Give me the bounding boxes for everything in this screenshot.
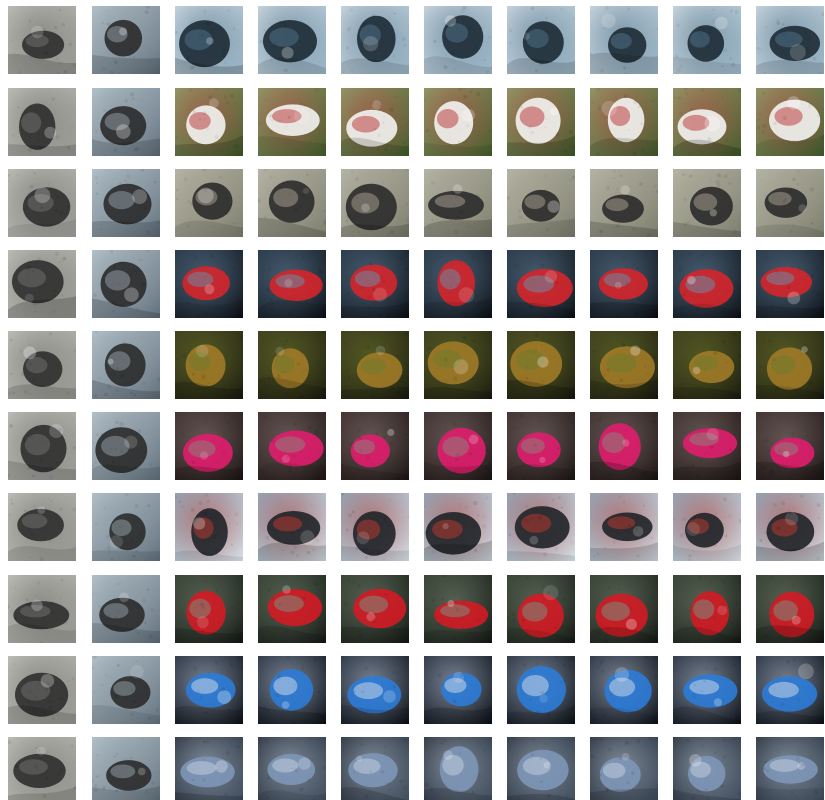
thumbnail-svg — [175, 169, 243, 237]
thumbnail-svg — [92, 656, 160, 724]
thumbnail-svg — [92, 6, 160, 74]
thumbnail-r10-c8 — [590, 737, 658, 800]
thumbnail-svg — [424, 737, 492, 800]
thumbnail-r9-c10 — [756, 656, 824, 724]
thumbnail-svg — [175, 737, 243, 800]
thumbnail-r6-c6 — [424, 412, 492, 480]
thumbnail-svg — [8, 169, 76, 237]
thumbnail-r2-c9 — [673, 88, 741, 156]
thumbnail-r4-c6 — [424, 250, 492, 318]
thumbnail-r4-c10 — [756, 250, 824, 318]
thumbnail-svg — [341, 575, 409, 643]
thumbnail-r2-c6 — [424, 88, 492, 156]
thumbnail-svg — [175, 331, 243, 399]
thumbnail-r2-c1 — [8, 88, 76, 156]
thumbnail-r5-c9 — [673, 331, 741, 399]
thumbnail-r9-c2 — [92, 656, 160, 724]
thumbnail-r1-c8 — [590, 6, 658, 74]
thumbnail-r8-c4 — [258, 575, 326, 643]
thumbnail-svg — [673, 331, 741, 399]
thumbnail-svg — [175, 6, 243, 74]
thumbnail-r4-c3 — [175, 250, 243, 318]
thumbnail-svg — [590, 331, 658, 399]
thumbnail-r10-c7 — [507, 737, 575, 800]
thumbnail-svg — [92, 737, 160, 800]
thumbnail-svg — [507, 169, 575, 237]
thumbnail-r7-c4 — [258, 493, 326, 561]
thumbnail-r1-c5 — [341, 6, 409, 74]
thumbnail-svg — [507, 88, 575, 156]
thumbnail-r4-c1 — [8, 250, 76, 318]
thumbnail-svg — [590, 6, 658, 74]
thumbnail-svg — [424, 412, 492, 480]
thumbnail-r6-c2 — [92, 412, 160, 480]
thumbnail-r3-c9 — [673, 169, 741, 237]
thumbnail-svg — [590, 575, 658, 643]
thumbnail-svg — [424, 250, 492, 318]
thumbnail-svg — [507, 412, 575, 480]
thumbnail-r9-c7 — [507, 656, 575, 724]
thumbnail-svg — [673, 412, 741, 480]
thumbnail-r3-c2 — [92, 169, 160, 237]
thumbnail-svg — [590, 737, 658, 800]
thumbnail-r4-c2 — [92, 250, 160, 318]
thumbnail-svg — [258, 6, 326, 74]
thumbnail-svg — [175, 250, 243, 318]
thumbnail-svg — [756, 6, 824, 74]
thumbnail-svg — [424, 656, 492, 724]
thumbnail-r3-c8 — [590, 169, 658, 237]
thumbnail-svg — [341, 656, 409, 724]
thumbnail-svg — [756, 250, 824, 318]
thumbnail-r3-c10 — [756, 169, 824, 237]
thumbnail-r8-c9 — [673, 575, 741, 643]
thumbnail-r1-c3 — [175, 6, 243, 74]
thumbnail-svg — [341, 412, 409, 480]
thumbnail-r3-c4 — [258, 169, 326, 237]
thumbnail-r3-c7 — [507, 169, 575, 237]
thumbnail-r6-c8 — [590, 412, 658, 480]
thumbnail-svg — [424, 493, 492, 561]
thumbnail-svg — [92, 575, 160, 643]
thumbnail-svg — [756, 493, 824, 561]
thumbnail-svg — [590, 169, 658, 237]
thumbnail-svg — [673, 737, 741, 800]
thumbnail-r2-c7 — [507, 88, 575, 156]
thumbnail-svg — [507, 575, 575, 643]
thumbnail-r5-c4 — [258, 331, 326, 399]
thumbnail-r5-c7 — [507, 331, 575, 399]
thumbnail-svg — [341, 169, 409, 237]
thumbnail-svg — [590, 412, 658, 480]
thumbnail-svg — [590, 493, 658, 561]
thumbnail-r6-c10 — [756, 412, 824, 480]
thumbnail-svg — [424, 88, 492, 156]
thumbnail-svg — [424, 331, 492, 399]
thumbnail-r9-c4 — [258, 656, 326, 724]
thumbnail-r9-c3 — [175, 656, 243, 724]
thumbnail-r5-c1 — [8, 331, 76, 399]
thumbnail-r4-c5 — [341, 250, 409, 318]
thumbnail-svg — [8, 250, 76, 318]
thumbnail-svg — [341, 737, 409, 800]
thumbnail-r3-c5 — [341, 169, 409, 237]
thumbnail-r8-c10 — [756, 575, 824, 643]
thumbnail-svg — [8, 656, 76, 724]
thumbnail-svg — [8, 331, 76, 399]
thumbnail-svg — [590, 656, 658, 724]
thumbnail-svg — [92, 331, 160, 399]
thumbnail-svg — [341, 250, 409, 318]
thumbnail-svg — [756, 575, 824, 643]
thumbnail-r8-c6 — [424, 575, 492, 643]
thumbnail-r10-c5 — [341, 737, 409, 800]
thumbnail-r6-c4 — [258, 412, 326, 480]
thumbnail-svg — [341, 6, 409, 74]
thumbnail-r9-c1 — [8, 656, 76, 724]
thumbnail-r7-c7 — [507, 493, 575, 561]
thumbnail-svg — [258, 331, 326, 399]
thumbnail-svg — [175, 575, 243, 643]
thumbnail-r4-c7 — [507, 250, 575, 318]
thumbnail-svg — [507, 331, 575, 399]
thumbnail-svg — [258, 169, 326, 237]
thumbnail-svg — [341, 88, 409, 156]
thumbnail-r2-c4 — [258, 88, 326, 156]
thumbnail-r1-c1 — [8, 6, 76, 74]
thumbnail-r8-c5 — [341, 575, 409, 643]
thumbnail-svg — [673, 656, 741, 724]
thumbnail-r8-c1 — [8, 575, 76, 643]
thumbnail-svg — [8, 493, 76, 561]
thumbnail-r6-c3 — [175, 412, 243, 480]
thumbnail-r3-c1 — [8, 169, 76, 237]
thumbnail-svg — [341, 493, 409, 561]
thumbnail-svg — [756, 88, 824, 156]
thumbnail-r5-c5 — [341, 331, 409, 399]
thumbnail-r5-c6 — [424, 331, 492, 399]
thumbnail-r9-c5 — [341, 656, 409, 724]
thumbnail-r1-c9 — [673, 6, 741, 74]
thumbnail-svg — [507, 6, 575, 74]
thumbnail-r5-c8 — [590, 331, 658, 399]
thumbnail-r5-c2 — [92, 331, 160, 399]
thumbnail-svg — [258, 412, 326, 480]
thumbnail-r2-c3 — [175, 88, 243, 156]
thumbnail-r1-c6 — [424, 6, 492, 74]
thumbnail-svg — [424, 169, 492, 237]
thumbnail-svg — [756, 169, 824, 237]
thumbnail-svg — [8, 6, 76, 74]
thumbnail-svg — [8, 737, 76, 800]
thumbnail-svg — [175, 493, 243, 561]
thumbnail-r1-c10 — [756, 6, 824, 74]
thumbnail-r5-c10 — [756, 331, 824, 399]
thumbnail-svg — [507, 656, 575, 724]
thumbnail-r7-c10 — [756, 493, 824, 561]
thumbnail-r8-c8 — [590, 575, 658, 643]
thumbnail-r8-c2 — [92, 575, 160, 643]
thumbnail-svg — [507, 250, 575, 318]
thumbnail-svg — [756, 331, 824, 399]
thumbnail-r2-c10 — [756, 88, 824, 156]
thumbnail-svg — [175, 88, 243, 156]
thumbnail-svg — [258, 656, 326, 724]
thumbnail-svg — [258, 88, 326, 156]
thumbnail-svg — [175, 656, 243, 724]
thumbnail-r9-c9 — [673, 656, 741, 724]
thumbnail-svg — [8, 88, 76, 156]
thumbnail-svg — [756, 412, 824, 480]
thumbnail-r6-c1 — [8, 412, 76, 480]
thumbnail-r8-c3 — [175, 575, 243, 643]
thumbnail-r3-c3 — [175, 169, 243, 237]
thumbnail-svg — [673, 575, 741, 643]
thumbnail-r10-c2 — [92, 737, 160, 800]
thumbnail-r7-c5 — [341, 493, 409, 561]
thumbnail-r10-c10 — [756, 737, 824, 800]
thumbnail-r1-c2 — [92, 6, 160, 74]
thumbnail-svg — [8, 575, 76, 643]
thumbnail-svg — [258, 737, 326, 800]
thumbnail-r10-c1 — [8, 737, 76, 800]
thumbnail-svg — [590, 250, 658, 318]
thumbnail-r2-c2 — [92, 88, 160, 156]
thumbnail-r9-c8 — [590, 656, 658, 724]
thumbnail-r4-c4 — [258, 250, 326, 318]
thumbnail-svg — [424, 6, 492, 74]
thumbnail-r1-c4 — [258, 6, 326, 74]
thumbnail-svg — [92, 169, 160, 237]
thumbnail-r8-c7 — [507, 575, 575, 643]
thumbnail-r4-c8 — [590, 250, 658, 318]
thumbnail-svg — [341, 331, 409, 399]
thumbnail-r6-c9 — [673, 412, 741, 480]
thumbnail-svg — [92, 493, 160, 561]
thumbnail-r5-c3 — [175, 331, 243, 399]
thumbnail-r2-c5 — [341, 88, 409, 156]
thumbnail-svg — [590, 88, 658, 156]
thumbnail-svg — [258, 575, 326, 643]
thumbnail-r6-c5 — [341, 412, 409, 480]
thumbnail-svg — [92, 250, 160, 318]
thumbnail-r7-c3 — [175, 493, 243, 561]
thumbnail-svg — [673, 6, 741, 74]
thumbnail-r4-c9 — [673, 250, 741, 318]
thumbnail-r7-c2 — [92, 493, 160, 561]
thumbnail-r7-c8 — [590, 493, 658, 561]
thumbnail-svg — [673, 169, 741, 237]
thumbnail-r10-c6 — [424, 737, 492, 800]
thumbnail-svg — [258, 250, 326, 318]
thumbnail-svg — [673, 88, 741, 156]
thumbnail-r1-c7 — [507, 6, 575, 74]
thumbnail-svg — [673, 493, 741, 561]
thumbnail-r9-c6 — [424, 656, 492, 724]
thumbnail-svg — [507, 737, 575, 800]
thumbnail-r7-c6 — [424, 493, 492, 561]
thumbnail-svg — [673, 250, 741, 318]
thumbnail-r2-c8 — [590, 88, 658, 156]
thumbnail-svg — [8, 412, 76, 480]
thumbnail-svg — [756, 737, 824, 800]
thumbnail-r10-c9 — [673, 737, 741, 800]
thumbnail-svg — [507, 493, 575, 561]
thumbnail-r10-c3 — [175, 737, 243, 800]
thumbnail-r7-c1 — [8, 493, 76, 561]
thumbnail-r10-c4 — [258, 737, 326, 800]
thumbnail-svg — [424, 575, 492, 643]
thumbnail-svg — [756, 656, 824, 724]
thumbnail-svg — [92, 412, 160, 480]
thumbnail-r7-c9 — [673, 493, 741, 561]
thumbnail-svg — [175, 412, 243, 480]
thumbnail-svg — [258, 493, 326, 561]
thumbnail-r6-c7 — [507, 412, 575, 480]
thumbnail-r3-c6 — [424, 169, 492, 237]
thumbnail-svg — [92, 88, 160, 156]
